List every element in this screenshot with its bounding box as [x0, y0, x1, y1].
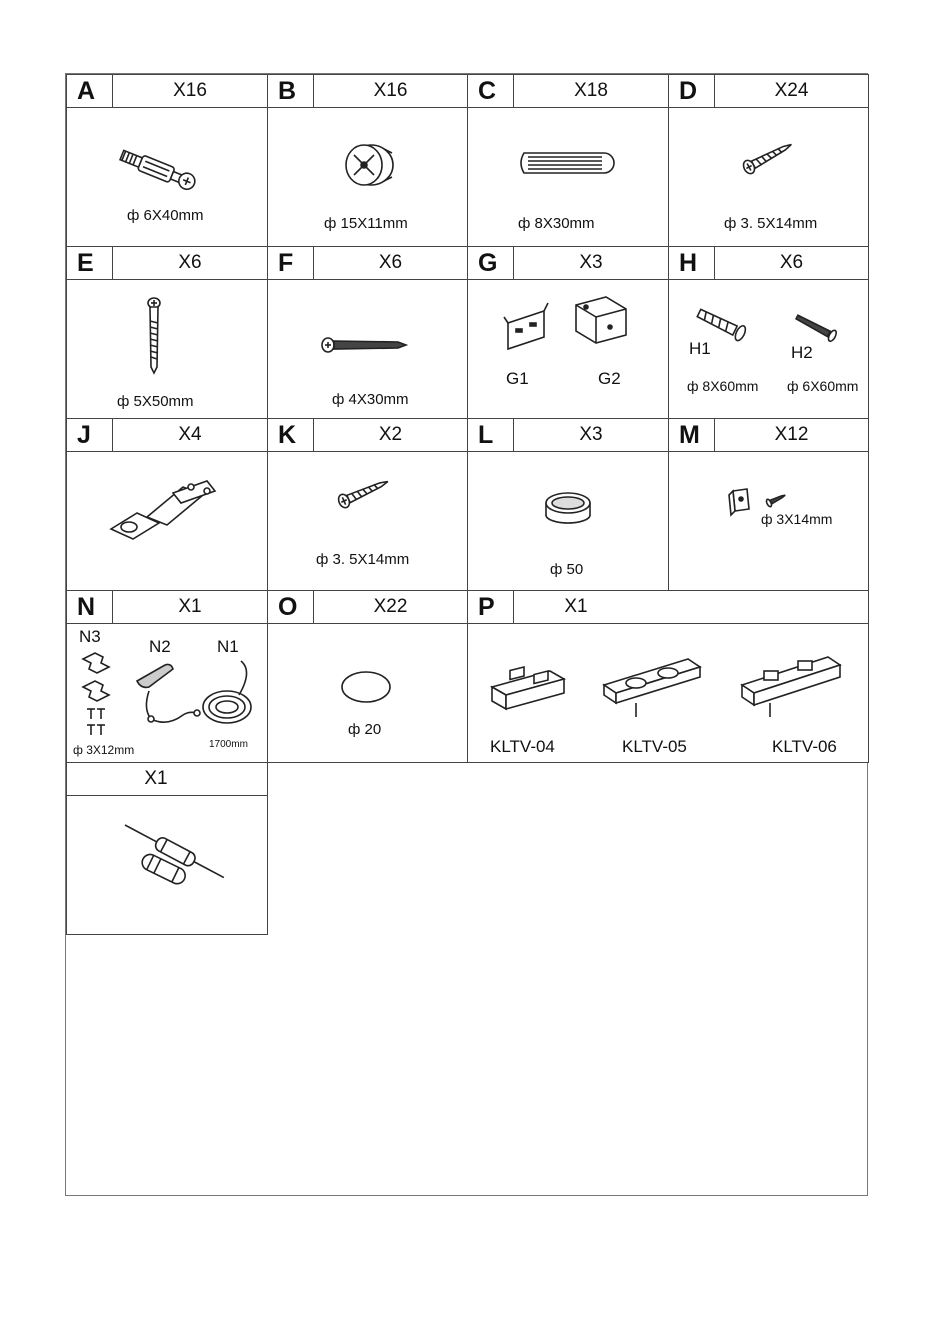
part-quantity: X1 — [564, 596, 588, 617]
part-quantity: X16 — [173, 80, 207, 101]
part-quantity: X3 — [579, 252, 603, 273]
part-j-cell — [66, 418, 268, 591]
led-strip-length: 1700mm — [209, 739, 248, 750]
part-letter: J — [67, 419, 113, 451]
part-o-cell — [267, 590, 468, 763]
part-dimension: ф 15X11mm — [324, 215, 408, 232]
part-letter: N — [67, 591, 113, 623]
part-letter: P — [468, 591, 514, 623]
part-quantity: X6 — [378, 252, 403, 273]
part-letter: A — [67, 75, 113, 107]
part-quantity: X16 — [373, 80, 408, 101]
part-m-cell — [668, 418, 869, 591]
part-quantity: X2 — [378, 424, 403, 445]
anchor-h1-dimension: ф 8X60mm — [687, 378, 759, 394]
part-p-cell — [467, 590, 869, 763]
part-letter: H — [669, 247, 715, 279]
part-k-cell — [267, 418, 468, 591]
hinge-illustration — [67, 419, 269, 592]
bracket-illustration — [468, 247, 670, 420]
part-dimension: ф 3. 5X14mm — [316, 551, 410, 568]
part-quantity: X24 — [774, 80, 809, 101]
bracket-g2-label: G2 — [598, 369, 621, 388]
socket-model-1: KLTV-04 — [490, 737, 555, 756]
bumper-pad-illustration — [268, 591, 469, 764]
bracket-g1-label: G1 — [506, 369, 529, 388]
part-c-cell — [467, 74, 669, 247]
screw-h2-label: H2 — [791, 343, 813, 362]
part-dimension: ф 5X50mm — [117, 393, 194, 410]
part-dimension: ф 3. 5X14mm — [724, 215, 818, 232]
part-dimension: ф 3X14mm — [761, 511, 833, 527]
part-letter: O — [268, 591, 314, 623]
part-letter: M — [669, 419, 715, 451]
part-d-cell — [668, 74, 869, 247]
clip-n3-label: N3 — [79, 627, 101, 646]
socket-model-3: KLTV-06 — [772, 737, 837, 756]
part-letter: C — [468, 75, 514, 107]
anchor-h1-label: H1 — [689, 339, 711, 358]
corner-bracket-illustration — [669, 419, 870, 592]
part-dimension: ф 8X30mm — [518, 215, 595, 232]
part-quantity: X1 — [144, 768, 168, 789]
part-b-cell — [267, 74, 468, 247]
led-strip-n1-label: N1 — [217, 637, 239, 656]
part-dimension: ф 20 — [348, 721, 382, 738]
part-letter: E — [67, 247, 113, 279]
part-quantity: X6 — [178, 252, 202, 273]
part-letter: G — [468, 247, 514, 279]
socket-model-2: KLTV-05 — [622, 737, 687, 756]
parts-sheet — [65, 73, 868, 1196]
screwdriver-illustration — [67, 763, 269, 936]
part-letter: L — [468, 419, 514, 451]
part-quantity: X18 — [574, 80, 608, 101]
part-l-cell — [467, 418, 669, 591]
driver-n2-label: N2 — [149, 637, 171, 656]
anchor-screw-illustration — [669, 247, 870, 420]
tool-cell — [66, 762, 268, 935]
part-dimension: ф 6X40mm — [127, 207, 204, 224]
clip-screw-dimension: ф 3X12mm — [73, 743, 135, 757]
screw-h2-dimension: ф 6X60mm — [787, 378, 859, 394]
part-dimension: ф 50 — [550, 561, 584, 578]
part-quantity: X22 — [373, 596, 408, 617]
part-quantity: X6 — [779, 252, 804, 273]
part-letter: K — [268, 419, 314, 451]
part-quantity: X4 — [178, 424, 202, 445]
part-quantity: X3 — [579, 424, 603, 445]
part-e-cell — [66, 246, 268, 419]
part-h-cell — [668, 246, 869, 419]
part-quantity: X12 — [774, 424, 809, 445]
part-quantity: X1 — [178, 596, 202, 617]
part-letter: B — [268, 75, 314, 107]
part-letter: D — [669, 75, 715, 107]
part-a-cell — [66, 74, 268, 247]
part-f-cell — [267, 246, 468, 419]
part-g-cell — [467, 246, 669, 419]
part-dimension: ф 4X30mm — [332, 391, 409, 408]
part-letter: F — [268, 247, 314, 279]
part-n-cell — [66, 590, 268, 763]
